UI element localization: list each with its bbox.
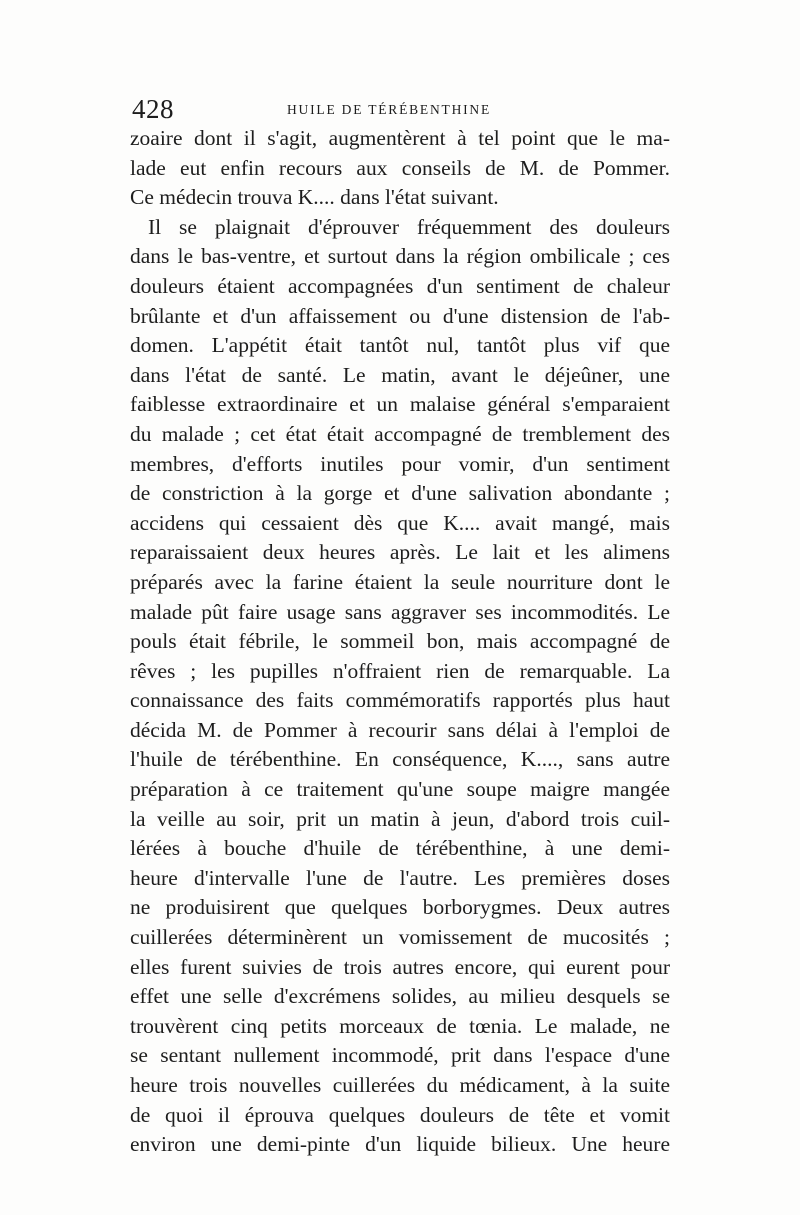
text-line: elles furent suivies de trois autres encore, qui eurent pour	[130, 954, 670, 979]
text-line: de constriction à la gorge et d'une salivation abondante ;	[130, 481, 670, 506]
text-line: membres, d'efforts inutiles pour vomir, d'un sentiment	[130, 451, 670, 476]
text-line: accidens qui cessaient dès que K.... avait mangé, mais	[130, 510, 670, 535]
text-line: ne produisirent que quelques borborygmes. Deux autres	[130, 895, 670, 920]
text-line: heure d'intervalle l'une de l'autre. Les premières doses	[130, 865, 670, 890]
text-line: trouvèrent cinq petits morceaux de tœnia. Le malade, ne	[130, 1013, 670, 1038]
running-head: HUILE DE TÉRÉBENTHINE	[287, 102, 492, 117]
text-line: pouls était fébrile, le sommeil bon, mais accompagné de	[130, 629, 670, 654]
text-line: dans l'état de santé. Le matin, avant le déjeûner, une	[130, 362, 670, 387]
text-line: domen. L'appétit était tantôt nul, tantôt plus vif que	[130, 333, 670, 358]
text-line: faiblesse extraordinaire et un malaise général s'emparaient	[130, 392, 670, 417]
body-text	[130, 124, 670, 1160]
text-line: effet une selle d'excrémens solides, au milieu desquels se	[130, 984, 670, 1009]
text-line: l'huile de térébenthine. En conséquence, K...., sans autre	[130, 747, 670, 772]
text-line: connaissance des faits commémoratifs rapportés plus haut	[130, 688, 670, 713]
text-line: Il se plaignait d'éprouver fréquemment des douleurs	[148, 214, 670, 239]
text-line: heure trois nouvelles cuillerées du médicament, à la suite	[130, 1073, 670, 1097]
text-line: lérées à bouche d'huile de térébenthine, à une demi-	[130, 836, 670, 861]
text-line: se sentant nullement incommodé, prit dans l'espace d'une	[130, 1043, 670, 1068]
text-line: Ce médecin trouva K.... dans l'état suivant.	[130, 185, 499, 210]
text-line: du malade ; cet état était accompagné de tremblement des	[130, 421, 670, 446]
text-line: cuillerées déterminèrent un vomissement de mucosités ;	[130, 925, 670, 950]
text-line: dans le bas-ventre, et surtout dans la région ombilicale ; ces	[130, 244, 670, 269]
text-line: la veille au soir, prit un matin à jeun, d'abord trois cuil-	[130, 806, 670, 831]
text-line: préparés avec la farine étaient la seule nourriture dont le	[130, 569, 670, 594]
text-line: brûlante et d'un affaissement ou d'une distension de l'ab-	[130, 303, 670, 328]
text-line: rêves ; les pupilles n'offraient rien de remarquable. La	[130, 658, 670, 683]
text-line: reparaissaient deux heures après. Le lait et les alimens	[130, 540, 670, 565]
page-header	[132, 92, 668, 126]
text-line: lade eut enfin recours aux conseils de M. de Pommer.	[130, 155, 670, 180]
text-line: environ une demi-pinte d'un liquide bilieux. Une heure	[130, 1132, 670, 1157]
text-line: douleurs étaient accompagnées d'un sentiment de chaleur	[130, 273, 670, 298]
text-line: malade pût faire usage sans aggraver ses incommodités. Le	[130, 599, 670, 624]
text-line: de quoi il éprouva quelques douleurs de tête et vomit	[130, 1102, 670, 1127]
text-line: zoaire dont il s'agit, augmentèrent à tel point que le ma-	[130, 126, 670, 150]
page-number: 428	[132, 94, 174, 124]
text-line: préparation à ce traitement qu'une soupe maigre mangée	[130, 777, 670, 802]
text-line: décida M. de Pommer à recourir sans délai à l'emploi de	[130, 717, 670, 742]
